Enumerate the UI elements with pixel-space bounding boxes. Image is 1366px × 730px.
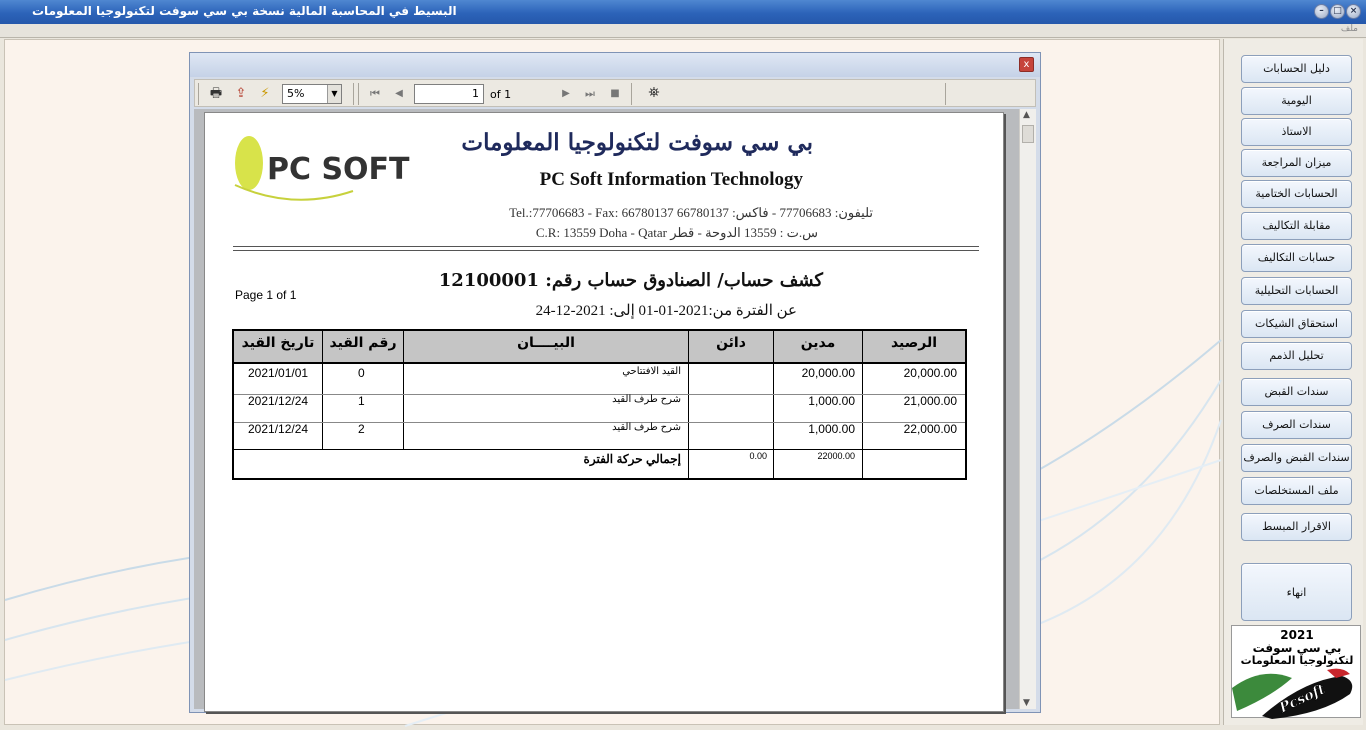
stop-icon[interactable]: ■ bbox=[610, 88, 620, 99]
sidebar-btn-chart-of-accounts[interactable]: دليل الحسابات bbox=[1241, 55, 1352, 83]
lightning-icon[interactable]: ⚡ bbox=[260, 86, 270, 101]
col-divider bbox=[322, 331, 323, 449]
company-name-ar: بي سي سوفت لتكنولوجيا المعلومات bbox=[461, 129, 813, 156]
contact-line-2: س.ت : 13559 الدوحة - قطر C.R: 13559 Doha - Qatar bbox=[535, 225, 818, 240]
window-titlebar bbox=[0, 0, 1366, 24]
logo-line1: بي سي سوفت bbox=[1252, 641, 1342, 655]
binoculars-icon[interactable]: ⛯ bbox=[648, 85, 660, 101]
row-divider bbox=[234, 422, 965, 423]
col-debit: مدين bbox=[800, 335, 836, 351]
sidebar-btn-receipt-vouchers[interactable]: سندات القبض bbox=[1241, 378, 1352, 406]
report-page bbox=[204, 112, 1004, 712]
sidebar-btn-journal[interactable]: اليومية bbox=[1241, 87, 1352, 115]
exit-button[interactable]: انهاء bbox=[1241, 563, 1352, 621]
scroll-thumb[interactable] bbox=[1022, 125, 1034, 143]
last-page-icon[interactable]: ⏭ bbox=[585, 87, 595, 100]
menu-bar bbox=[0, 24, 1366, 38]
col-divider bbox=[862, 331, 863, 478]
cell-entry-no: 0 bbox=[358, 366, 365, 380]
sidebar-btn-extracts-file[interactable]: ملف المستخلصات bbox=[1241, 477, 1352, 505]
pcsoft-logo-text: PC SOFT bbox=[267, 152, 410, 187]
total-debit: 22000.00 bbox=[817, 451, 855, 461]
first-page-icon[interactable]: ⏮ bbox=[370, 87, 380, 100]
zoom-select[interactable] bbox=[282, 84, 342, 104]
logo-script-text: Pcsoft bbox=[1276, 681, 1328, 717]
sidebar-btn-cost-matching[interactable]: مقابلة التكاليف bbox=[1241, 212, 1352, 240]
prev-page-icon[interactable]: ◀ bbox=[395, 88, 403, 99]
report-viewer bbox=[189, 52, 1041, 713]
sidebar-btn-trial-balance[interactable]: ميزان المراجعة bbox=[1241, 149, 1352, 177]
divider-line bbox=[233, 246, 979, 247]
next-page-icon[interactable]: ▶ bbox=[562, 88, 570, 99]
viewer-header bbox=[190, 53, 1040, 77]
scroll-up-icon[interactable]: ▲ bbox=[1023, 110, 1030, 120]
toolbar-separator bbox=[353, 83, 354, 105]
cell-description: القيد الافتتاحي bbox=[622, 366, 681, 377]
sidebar-btn-receipt-payment[interactable]: سندات القبض والصرف bbox=[1241, 444, 1352, 472]
vertical-scrollbar[interactable] bbox=[1019, 109, 1036, 709]
toolbar-separator bbox=[198, 83, 199, 105]
toolbar-separator bbox=[945, 83, 946, 105]
export-icon[interactable]: ⇪ bbox=[235, 86, 247, 101]
report-canvas bbox=[194, 109, 1036, 709]
cell-date: 2021/12/24 bbox=[248, 422, 309, 436]
sidebar bbox=[1223, 39, 1363, 725]
col-divider bbox=[688, 331, 689, 478]
chevron-down-icon[interactable]: ▼ bbox=[327, 85, 341, 103]
total-credit: 0.00 bbox=[749, 451, 767, 461]
zoom-value: 5% bbox=[287, 87, 305, 100]
sidebar-btn-receivables-analysis[interactable]: تحليل الذمم bbox=[1241, 342, 1352, 370]
cell-debit: 20,000.00 bbox=[801, 366, 855, 380]
scroll-down-icon[interactable]: ▼ bbox=[1023, 698, 1030, 708]
company-name-en: PC Soft Information Technology bbox=[539, 169, 803, 190]
col-divider bbox=[773, 331, 774, 478]
menu-file[interactable]: ملف bbox=[1340, 24, 1358, 34]
page-count-label: of 1 bbox=[490, 88, 512, 101]
print-icon[interactable]: 🖶 bbox=[209, 86, 223, 101]
sidebar-btn-cheque-due[interactable]: استحقاق الشيكات bbox=[1241, 310, 1352, 338]
close-window-icon[interactable]: × bbox=[1346, 4, 1361, 19]
report-title: كشف حساب/ الصنادوق حساب رقم: 12100001 bbox=[438, 270, 823, 291]
col-description: البيــــان bbox=[517, 335, 575, 351]
cell-balance: 20,000.00 bbox=[903, 366, 957, 380]
cell-debit: 1,000.00 bbox=[808, 394, 855, 408]
sidebar-logo bbox=[1231, 625, 1361, 718]
cell-balance: 21,000.00 bbox=[903, 394, 957, 408]
sidebar-btn-final-accounts[interactable]: الحسابات الختامية bbox=[1241, 180, 1352, 208]
divider-line bbox=[233, 250, 979, 251]
sidebar-btn-ledger[interactable]: الاستاذ bbox=[1241, 118, 1352, 146]
col-balance: الرصيد bbox=[890, 335, 938, 351]
col-credit: دائن bbox=[716, 335, 746, 351]
cell-entry-no: 1 bbox=[358, 394, 365, 408]
row-divider bbox=[234, 449, 965, 450]
sidebar-btn-payment-vouchers[interactable]: سندات الصرف bbox=[1241, 411, 1352, 439]
viewer-toolbar bbox=[194, 79, 1036, 107]
sidebar-btn-simple-declaration[interactable]: الاقرار المبسط bbox=[1241, 513, 1352, 541]
cell-description: شرح طرف القيد bbox=[612, 422, 681, 433]
cell-debit: 1,000.00 bbox=[808, 422, 855, 436]
logo-line2: لتكنولوجيا المعلومات bbox=[1240, 654, 1354, 667]
cell-entry-no: 2 bbox=[358, 422, 365, 436]
sidebar-btn-analytical-accounts[interactable]: الحسابات التحليلية bbox=[1241, 277, 1352, 305]
cell-date: 2021/12/24 bbox=[248, 394, 309, 408]
statement-table bbox=[232, 329, 967, 480]
maximize-icon[interactable]: □ bbox=[1330, 4, 1345, 19]
col-date: تاريخ القيد bbox=[241, 335, 315, 351]
total-label: إجمالي حركة الفترة bbox=[583, 452, 681, 466]
viewer-close-button[interactable]: x bbox=[1019, 57, 1034, 72]
table-header bbox=[234, 331, 965, 364]
minimize-icon[interactable]: – bbox=[1314, 4, 1329, 19]
sidebar-btn-cost-accounts[interactable]: حسابات التكاليف bbox=[1241, 244, 1352, 272]
report-period: عن الفترة من:2021-01-01 إلى: 2021-12-24 bbox=[535, 303, 797, 319]
row-divider bbox=[234, 394, 965, 395]
page-number-input[interactable]: 1 bbox=[414, 84, 484, 104]
cell-description: شرح طرف القيد bbox=[612, 394, 681, 405]
window-title: البسيط في المحاسبة المالية نسخة بي سي سوفت لتكنولوجيا المعلومات bbox=[32, 4, 457, 18]
cell-date: 2021/01/01 bbox=[248, 366, 309, 380]
pcsoft-logo bbox=[233, 133, 410, 203]
toolbar-separator bbox=[631, 83, 632, 105]
page-number-label: Page 1 of 1 bbox=[235, 288, 297, 302]
col-entry-no: رقم القيد bbox=[329, 335, 397, 351]
col-divider bbox=[403, 331, 404, 449]
logo-year: 2021 bbox=[1280, 628, 1314, 642]
contact-line-1: تليفون: 77706683 - فاكس: 66780137 66780137 :Tel.:77706683 - Fax bbox=[509, 205, 873, 220]
logo-graphic bbox=[1232, 626, 1362, 719]
cell-balance: 22,000.00 bbox=[903, 422, 957, 436]
toolbar-separator bbox=[358, 83, 359, 105]
